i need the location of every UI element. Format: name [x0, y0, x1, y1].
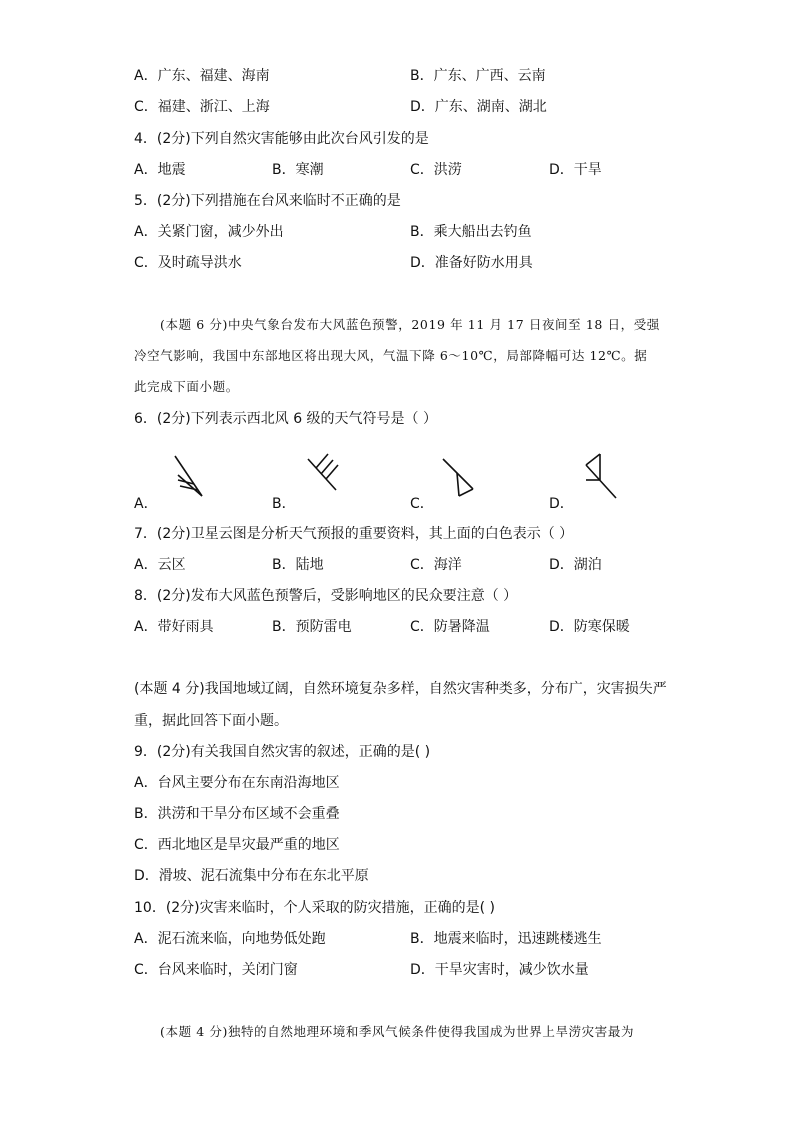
q8-option-c: C．防暑降温: [410, 619, 490, 635]
q10-option-a: A．泥石流来临，向地势低处跑: [134, 931, 326, 947]
q8-option-a: A．带好雨具: [134, 619, 214, 635]
passage1-line3: 此完成下面小题。: [134, 379, 239, 394]
q7-option-a: A．云区: [134, 557, 186, 573]
passage1-line1: (本题 6 分)中央气象台发布大风蓝色预警，2019 年 11 月 17 日夜间至 18 日，受强: [160, 317, 660, 332]
q5-stem: 5．(2分)下列措施在台风来临时不正确的是: [134, 193, 401, 209]
q8-stem: 8．(2分)发布大风蓝色预警后，受影响地区的民众要注意（ ）: [134, 588, 518, 604]
q6-option-d: D．: [549, 496, 574, 512]
q5-option-c: C．及时疏导洪水: [134, 255, 242, 271]
q5-option-b: B．乘大船出去钓鱼: [410, 224, 532, 240]
q10-option-b: B．地震来临时，迅速跳楼逃生: [410, 931, 602, 947]
q3-option-b: B．广东、广西、云南: [410, 68, 546, 84]
q10-stem: 10．(2分)灾害来临时，个人采取的防灾措施，正确的是( ): [134, 900, 496, 916]
q9-option-a: A．台风主要分布在东南沿海地区: [134, 775, 340, 791]
q4-option-b: B．寒潮: [272, 162, 324, 178]
q5-option-d: D．准备好防水用具: [410, 255, 533, 271]
q8-option-d: D．防寒保暖: [549, 619, 630, 635]
q7-option-d: D．湖泊: [549, 557, 602, 573]
q6-stem: 6．(2分)下列表示西北风 6 级的天气符号是（ ）: [134, 411, 437, 427]
q9-option-b: B．洪涝和干旱分布区域不会重叠: [134, 806, 340, 822]
passage2-line2: 重，据此回答下面小题。: [134, 713, 288, 729]
q7-option-b: B．陆地: [272, 557, 324, 573]
passage1-line2: 冷空气影响，我国中东部地区将出现大风，气温下降 6～10℃，局部降幅可达 12℃。据: [134, 348, 648, 363]
q9-option-d: D．滑坡、泥石流集中分布在东北平原: [134, 868, 369, 884]
q9-option-c: C．西北地区是旱灾最严重的地区: [134, 837, 340, 853]
passage2-line1: (本题 4 分)我国地域辽阔，自然环境复杂多样，自然灾害种类多，分布广，灾害损失严: [134, 681, 667, 697]
q10-option-c: C．台风来临时，关闭门窗: [134, 962, 298, 978]
wind-symbol-a: [168, 452, 208, 502]
q4-stem: 4．(2分)下列自然灾害能够由此次台风引发的是: [134, 131, 429, 147]
q4-option-a: A．地震: [134, 162, 186, 178]
q7-stem: 7．(2分)卫星云图是分析天气预报的重要资料，其上面的白色表示（ ）: [134, 526, 574, 542]
q10-option-d: D．干旱灾害时，减少饮水量: [410, 962, 589, 978]
wind-symbol-c: [440, 452, 480, 502]
q8-option-b: B．预防雷电: [272, 619, 352, 635]
q7-option-c: C．海洋: [410, 557, 462, 573]
q6-option-c: C．: [410, 496, 434, 512]
q4-option-d: D．干旱: [549, 162, 602, 178]
q4-option-c: C．洪涝: [410, 162, 462, 178]
q3-option-c: C．福建、浙江、上海: [134, 99, 270, 115]
passage3-line1: (本题 4 分)独特的自然地理环境和季风气候条件使得我国成为世界上旱涝灾害最为: [160, 1024, 635, 1039]
q6-option-b: B．: [272, 496, 296, 512]
q9-stem: 9．(2分)有关我国自然灾害的叙述，正确的是( ): [134, 744, 431, 760]
q6-option-a: A．: [134, 496, 158, 512]
wind-symbol-b: [302, 452, 342, 502]
q3-option-d: D．广东、湖南、湖北: [410, 99, 547, 115]
q5-option-a: A．关紧门窗，减少外出: [134, 224, 284, 240]
wind-symbol-d: [578, 452, 622, 502]
q3-option-a: A．广东、福建、海南: [134, 68, 270, 84]
